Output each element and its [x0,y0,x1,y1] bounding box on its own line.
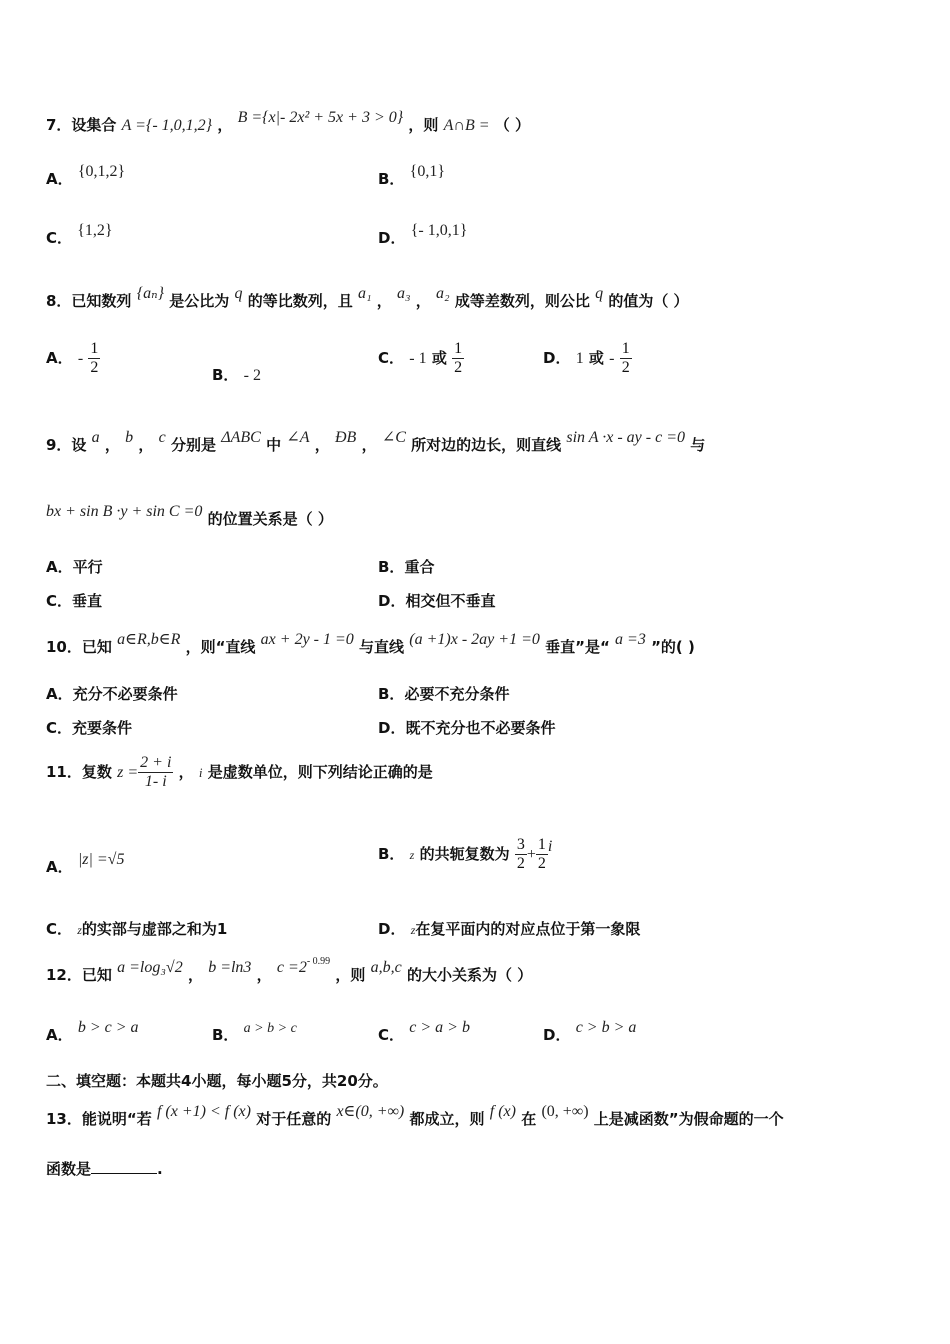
q12-option-a-text: b > c > a [77,1019,139,1036]
q12-option-c-label: C． [378,1026,405,1044]
q12-option-b-text: a > b > c [243,1021,297,1036]
q9-option-d-label: D． [378,592,406,610]
q12-option-a [46,1019,139,1045]
q9-c: c [158,429,166,446]
q12-t2: 的大小关系为（ ） [407,966,533,984]
q12-option-c-text: c > a > b [409,1019,470,1036]
q10-stem: 10．已知 [46,638,112,656]
q8-option-b-value: - 2 [243,367,261,384]
q12-stem: 12．已知 [46,966,112,984]
q12-option-c [378,1019,470,1045]
q9-option-c-text: 垂直 [72,592,103,610]
q10-option-d [378,717,555,738]
q8-option-d [543,340,632,377]
q8-option-d-fraction [620,340,632,377]
q11-option-b-z: z [409,848,415,862]
q13-line2-text: 函数是 [46,1160,92,1178]
q13-answer-blank[interactable] [91,1159,157,1174]
q11-option-b-n2: 1 [537,836,546,853]
q8-q: q [234,285,243,302]
q11-option-b-frac2 [536,836,548,873]
q12-c1: ， [187,966,203,984]
q8-option-c-fraction [452,340,464,377]
q9-t5: 的位置关系是（ ） [207,510,333,528]
q11-option-b-frac1 [515,836,527,873]
q10-t4: ”的( ) [651,638,695,656]
q10-option-a [46,683,178,704]
q11-option-c [46,918,227,939]
q11-option-b-d2: 2 [537,855,546,872]
q8-option-a-label: A． [46,349,73,367]
q7-option-d-value: {- 1,0,1} [410,222,468,239]
q8-option-a-num: 1 [90,340,99,357]
q10-option-a-text: 充分不必要条件 [72,685,178,703]
q8-t2: 的等比数列，且 [247,292,353,310]
q11-option-b [378,836,552,873]
q12-option-a-label: A． [46,1026,73,1044]
q8-option-d-or: 或 [588,349,604,367]
q7-option-b [378,163,446,189]
q11-stem-line [46,754,433,791]
q11-option-c-text: 的实部与虚部之和为1 [81,920,228,938]
q10-option-b [378,683,509,704]
section2-heading: 二、填空题：本题共4小题，每小题5分，共20分。 [46,1072,388,1090]
q7-set-a: A ={- 1,0,1,2} [121,117,213,134]
q10-option-c-text: 充要条件 [72,719,133,737]
q11-option-a-label: A． [46,858,73,876]
q8-option-d-num: 1 [621,340,630,357]
q12-abc: a,b,c [370,959,402,976]
q8-option-c [378,340,464,377]
q8-option-b-label: B． [212,366,239,384]
q10-line1: ax + 2y - 1 =0 [260,631,354,648]
q13-dom2: (0, +∞) [541,1103,589,1120]
q9-option-a [46,556,103,577]
q9-c3: ， [314,436,330,454]
q11-t1: 是虚数单位，则下列结论正确的是 [207,763,433,781]
q9-angle-b: ÐB [335,429,357,446]
q8-option-d-sign: - [609,350,615,367]
q9-option-b [378,556,434,577]
q9-line2: bx + sin B ·y + sin C =0 [46,503,203,520]
q13-t2: 都成立，则 [409,1110,485,1128]
q8-option-c-num: 1 [454,340,463,357]
q8-a3: a₃ [396,285,411,302]
q9-angle-a: ∠A [286,429,310,446]
q11-option-a [46,851,125,877]
q13-end: . [157,1160,163,1178]
q8-option-a [46,340,100,377]
q9-option-a-text: 平行 [72,558,103,576]
q12-t1: ，则 [335,966,366,984]
q8-option-d-den: 2 [621,359,630,376]
q10-eq: a =3 [615,631,646,648]
q9-option-c [46,590,102,611]
q12-a: a =log₃√2 [117,959,183,976]
q8-option-b [212,364,261,385]
q9-option-b-text: 重合 [404,558,435,576]
q11-option-d-text: 在复平面内的对应点位于第一象限 [415,920,641,938]
q13-t4: 上是减函数”为假命题的一个 [593,1110,784,1128]
q9-option-b-label: B． [378,558,405,576]
q7-option-b-label: B． [378,170,405,188]
q11-num: 2 + i [140,754,172,771]
q9-b: b [125,429,134,446]
q8-option-a-fraction [88,340,100,377]
q11-option-b-n1: 3 [516,836,525,853]
q7-sep2: ，则 [408,116,439,134]
q12-option-d-text: c > b > a [575,1019,637,1036]
q9-stem-line2 [46,503,333,529]
q12-option-d [543,1019,637,1045]
q11-option-b-text: 的共轭复数为 [419,845,510,863]
q13-ineq: f (x +1) < f (x) [156,1103,251,1120]
q11-fraction [138,754,173,791]
q12-b: b =ln3 [208,959,252,976]
q13-t3: 在 [521,1110,537,1128]
q7-option-a-value: {0,1,2} [77,163,126,180]
q9-t4: 与 [690,436,706,454]
q7-paren: （ ） [494,116,531,134]
q9-option-c-label: C． [46,592,73,610]
q10-stem-line [46,631,695,657]
q8-option-c-or: 或 [431,349,447,367]
q13-line2 [46,1158,163,1179]
q10-option-d-text: 既不充分也不必要条件 [405,719,556,737]
q11-den: 1- i [144,773,167,790]
q13-t1: 对于任意的 [256,1110,332,1128]
q11-option-b-plus: + [526,846,536,863]
q12-option-b-label: B． [212,1026,239,1044]
q12-c: c =2 [276,959,307,976]
q8-option-d-value: 1 [575,350,584,367]
q9-option-d [378,590,495,611]
q7-expr: A∩B = [443,117,490,134]
q7-option-d [378,222,468,248]
q9-t1: 分别是 [170,436,216,454]
q12-c-exp: - 0.99 [306,956,331,967]
q12-option-d-label: D． [543,1026,571,1044]
q11-option-b-d1: 2 [516,855,525,872]
q8-option-c-value: - 1 [409,350,427,367]
q12-stem-line [46,956,533,985]
q8-option-d-label: D． [543,349,571,367]
q8-t1: 是公比为 [169,292,230,310]
q7-option-c [46,222,113,248]
q10-option-b-label: B． [378,685,405,703]
q10-t1: ，则“直线 [185,638,256,656]
q11-c1: ， [178,763,194,781]
q11-z: z = [117,764,139,781]
q9-t3: 所对边的边长，则直线 [411,436,562,454]
q13-fx: f (x) [489,1103,516,1120]
q9-stem-line [46,429,706,455]
q7-option-a [46,163,126,189]
q11-option-c-label: C． [46,920,73,938]
q8-c1: ， [376,292,392,310]
q9-option-d-text: 相交但不垂直 [405,592,496,610]
q8-option-c-den: 2 [454,359,463,376]
q10-option-c-label: C． [46,719,73,737]
q9-t2: 中 [266,436,282,454]
q10-cond: a∈R,b∈R [117,631,181,648]
q11-option-b-label: B． [378,845,405,863]
q9-line1: sin A ·x - ay - c =0 [566,429,685,446]
q7-option-d-label: D． [378,229,406,247]
q10-t3: 垂直”是“ [545,638,610,656]
q10-option-b-text: 必要不充分条件 [404,685,510,703]
q13-dom: x∈(0, +∞) [336,1103,405,1120]
q10-option-c [46,717,132,738]
q11-i: i [198,765,203,780]
q11-option-a-value: |z| =√5 [77,851,125,868]
q8-seq: {aₙ} [136,285,164,302]
q8-a2: a₂ [436,285,450,302]
q11-option-d-label: D． [378,920,406,938]
q11-option-d-z: z [410,923,416,937]
q8-t3: 成等差数列，则公比 [454,292,590,310]
q9-stem: 9．设 [46,436,87,454]
q8-option-a-sign: - [77,350,84,367]
q8-c2: ， [415,292,431,310]
q7-stem: 7．设集合 [46,116,117,134]
q7-stem-line [46,109,531,135]
q8-a1: a₁ [357,285,372,302]
q9-c2: ， [138,436,154,454]
q10-option-a-label: A． [46,685,73,703]
q7-option-b-value: {0,1} [409,163,446,180]
q11-option-c-z: z [77,923,82,937]
q10-option-d-label: D． [378,719,406,737]
q8-stem: 8．已知数列 [46,292,132,310]
q11-stem: 11．复数 [46,763,112,781]
q8-option-c-label: C． [378,349,405,367]
q13-stem: 13．能说明“若 [46,1110,152,1128]
q8-option-a-den: 2 [90,359,99,376]
q12-option-b [212,1021,297,1045]
q9-c4: ， [361,436,377,454]
q10-t2: 与直线 [359,638,405,656]
q9-option-a-label: A． [46,558,73,576]
q8-q2: q [595,285,604,302]
q8-t4: 的值为（ ） [608,292,689,310]
q7-set-b: B ={x|- 2x² + 5x + 3 > 0} [237,109,404,126]
q12-c2: ， [256,966,272,984]
q7-sep1: ， [217,116,233,134]
q13-stem-line [46,1103,784,1129]
q9-angle-c: ∠C [381,429,406,446]
q7-option-a-label: A． [46,170,73,188]
q7-option-c-label: C． [46,229,73,247]
q9-tri: ΔABC [221,429,261,446]
q11-option-b-i: i [547,838,553,855]
q9-a: a [91,429,100,446]
q7-option-c-value: {1,2} [77,222,113,239]
q9-c1: ， [104,436,120,454]
q8-stem-line [46,285,689,311]
q10-line2: (a +1)x - 2ay +1 =0 [409,631,540,648]
q11-option-d [378,918,640,939]
